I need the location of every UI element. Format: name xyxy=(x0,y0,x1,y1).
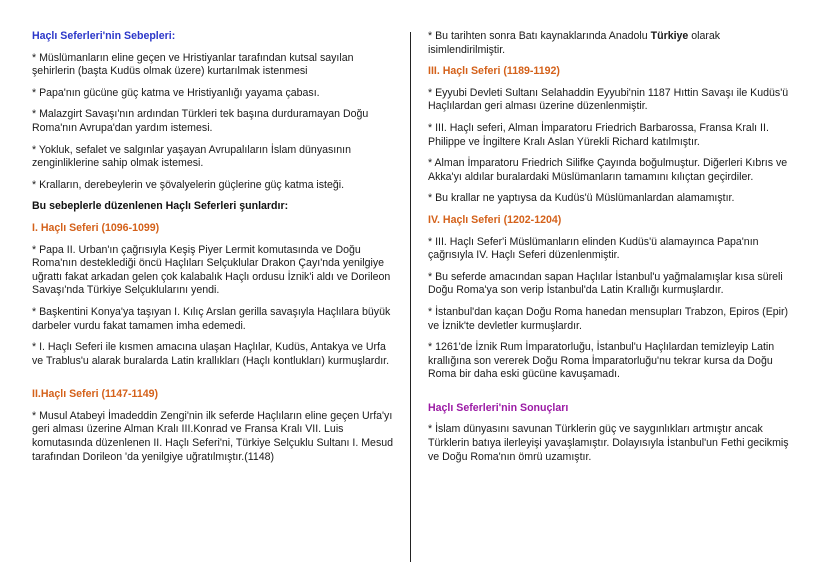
results-heading: Haçlı Seferleri'nin Sonuçları xyxy=(428,401,569,414)
crusade-4-item: * III. Haçlı Sefer'i Müslümanların elinden Kudüs'ü alamayınca Papa'nın çağrısıyla IV. Haçlı Seferi düzenlenmiştir. xyxy=(428,235,759,262)
spacer xyxy=(32,376,394,388)
crusade-3-heading: III. Haçlı Seferi (1189-1192) xyxy=(428,65,560,78)
right-column xyxy=(428,30,793,472)
causes-heading: Haçlı Seferleri'nin Sebepleri: xyxy=(32,30,176,42)
cause-item: * Yokluk, sefalet ve salgınlar yaşayan Avrupalıların İslam dünyasının zenginliklerine sahip olmak istemesi. xyxy=(32,143,351,170)
crusade-4-item: * İstanbul'dan kaçan Doğu Roma hanedan mensupları Trabzon, Epiros (Epir) ve İznik'te devletler kurmuşlardır. xyxy=(428,305,789,332)
crusade-2-item: * Musul Atabeyi İmadeddin Zengi'nin ilk seferde Haçlıların eline geçen Urfa'yı geri alması üzerine Alman Kralı III.Konrad ve Fransa Kralı VII. Luis komutasında düzenlenen II. Haçlı Seferi'ni, Türkiye Selçuklu Sultanı I. Mesud tarafından Dorileon 'da yenilgiye uğratılmıştır.(1148) xyxy=(32,409,394,463)
crusade-2-heading: II.Haçlı Seferi (1147-1149) xyxy=(32,388,159,401)
left-column xyxy=(32,30,394,472)
crusade-1-item: * Papa II. Urban'ın çağrısıyla Keşiş Piyer Lermit komutasında ve Doğu Roma'nın desteklediği öncü Haçlıları Selçuklular Drakon Çayı'nda yenilgiye uğrattı fakat arkadan gelen çok kalabalık Haçlı ordusu İznik'i aldı ve Dorileon Savaşı'nda Türkiye Selçuklularını yendi. xyxy=(32,243,391,297)
crusades-list-intro: Bu sebeplerle düzenlenen Haçlı Seferleri şunlardır: xyxy=(32,200,289,213)
results-item: * İslam dünyasını savunan Türklerin güç ve saygınlıkları artmıştır ancak Türklerin batıya ilerleyişi yavaşlamıştır. Dolayısıyla İstanbul'un Fethi gecikmiş ve Doğu Roma'nın ömrü uzamıştır. xyxy=(428,423,789,463)
crusade-1-item: * I. Haçlı Seferi ile kısmen amacına ulaşan Haçlılar, Kudüs, Antakya ve Urfa ve Trablus'u alarak buralarda Latin krallıkları (Haçlı kontlukları) kurmuşlardır. xyxy=(32,341,390,367)
turkey-bold-word: Türkiye xyxy=(650,30,689,42)
crusade-3-item: * III. Haçlı seferi, Alman İmparatoru Friedrich Barbarossa, Fransa Kralı II. Philippe ve İngiltere Kralı Aslan Yürekli Richard katılmıştır. xyxy=(428,121,769,148)
cause-item: * Malazgirt Savaşı'nın ardından Türkleri tek başına durduramayan Doğu Roma'nın Avrupa'dan yardım istemesi. xyxy=(32,108,369,134)
cause-item: * Papa'nın gücüne güç katma ve Hristiyanlığı yayama çabası. xyxy=(32,86,320,99)
cause-item: * Kralların, derebeylerin ve şövalyelerin güçlerine güç katma isteği. xyxy=(32,178,345,191)
cause-item: * Müslümanların eline geçen ve Hristiyanlar tarafından kutsal sayılan şehirlerin (başta Kudüs olmak üzere) kurtarılmak istenmesi xyxy=(32,51,354,78)
column-divider xyxy=(410,32,411,562)
turkey-naming-note: * Bu tarihten sonra Batı kaynaklarında Anadolu Türkiye olarak isimlendirilmiştir. xyxy=(428,30,721,56)
crusade-3-item: * Alman İmparatoru Friedrich Silifke Çayında boğulmuştur. Diğerleri Kıbrıs ve Akka'yı aldılar buralardaki Müslümanların tamamını kılıçtan geçirdiler. xyxy=(428,157,788,183)
crusade-1-heading: I. Haçlı Seferi (1096-1099) xyxy=(32,221,160,234)
crusade-1-item: * Başkentini Konya'ya taşıyan I. Kılıç Arslan gerilla savaşıyla Haçlılara büyük darbeler vurdu fakat tamamen imha edemedi. xyxy=(32,305,391,332)
crusade-3-item: * Eyyubi Devleti Sultanı Selahaddin Eyyubi'nin 1187 Hıttin Savaşı ile Kudüs'ü Haçlılardan geri alması üzerine düzenlenmiştir. xyxy=(428,86,789,113)
crusade-3-item: * Bu krallar ne yaptıysa da Kudüs'ü Müslümanlardan alamamıştır. xyxy=(428,192,735,205)
crusade-4-item: * Bu seferde amacından sapan Haçlılar İstanbul'u yağmalamışlar kısa süreli Doğu Roma'ya son verip İstanbul'da Latin Krallığı kurmuşlardır. xyxy=(428,270,783,297)
crusade-4-item: * 1261'de İznik Rum İmparatorluğu, İstanbul'u Haçlılardan temizleyip Latin krallığına son vererek Doğu Roma İmparatorluğu'nu tekrar kursa da Doğu Roma bir daha eski gücüne kavuşamadı. xyxy=(428,341,775,381)
spacer xyxy=(428,390,793,402)
crusade-4-heading: IV. Haçlı Seferi (1202-1204) xyxy=(428,213,562,226)
